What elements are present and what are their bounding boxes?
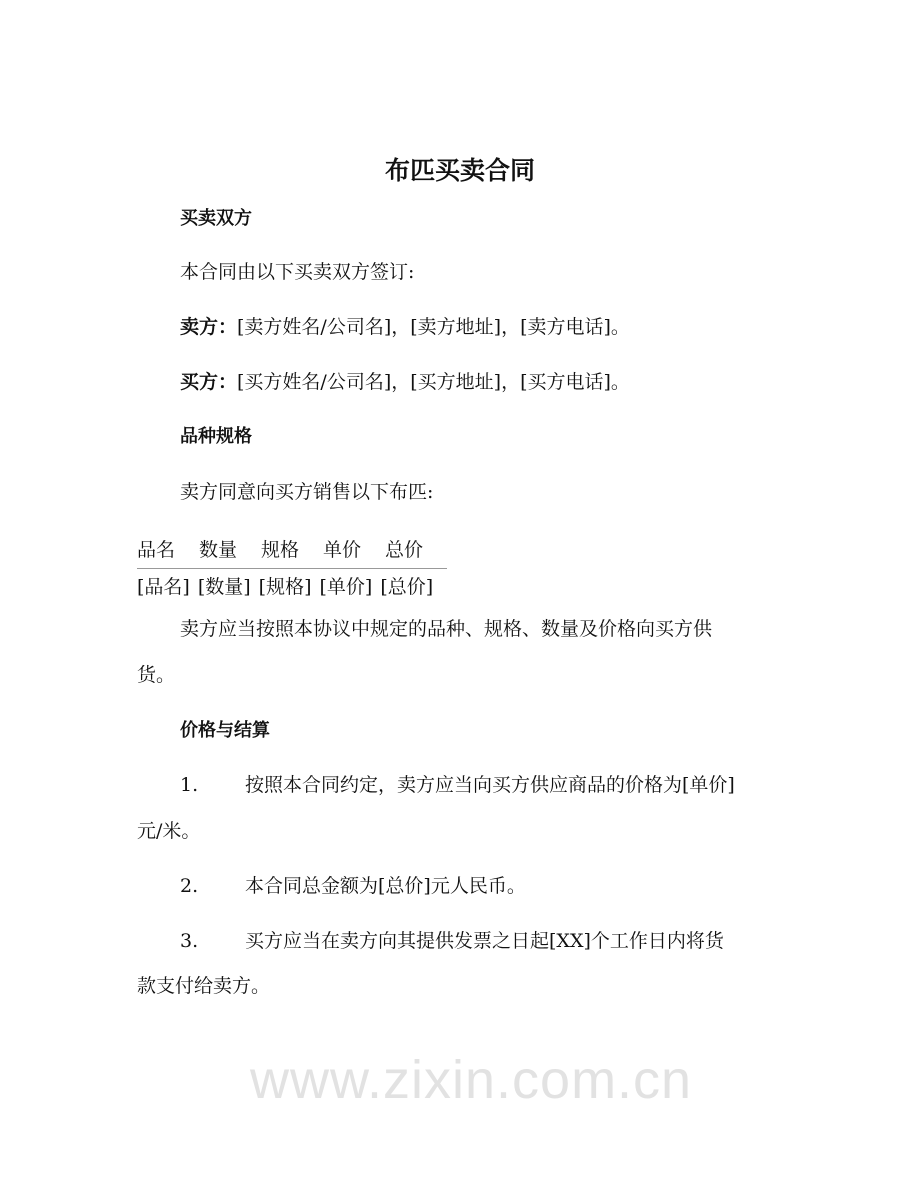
price-item-1-text: 按照本合同约定，卖方应当向买方供应商品的价格为[单价] — [245, 774, 735, 796]
buyer-label: 买方： — [180, 371, 238, 393]
table-cell: [总价] — [380, 576, 434, 598]
section-heading-parties: 买卖双方 — [180, 208, 252, 229]
specs-note-line1: 卖方应当按照本协议中规定的品种、规格、数量及价格向买方供 — [180, 618, 713, 640]
price-item-3-number: 3. — [180, 930, 199, 952]
seller-text: [卖方姓名/公司名]，[卖方地址]，[卖方电话]。 — [237, 316, 630, 338]
seller-label: 卖方： — [180, 316, 238, 338]
table-cell: [品名] — [137, 576, 190, 598]
document-title: 布匹买卖合同 — [384, 156, 535, 185]
price-item-1-text-cont: 元/米。 — [137, 820, 201, 842]
price-item-2-number: 2. — [180, 875, 199, 897]
section-heading-specs: 品种规格 — [180, 426, 252, 447]
table-header-cell: 规格 — [261, 539, 300, 561]
buyer-line — [180, 370, 630, 394]
parties-intro: 本合同由以下买卖双方签订: — [180, 261, 415, 283]
table-header-cell: 数量 — [199, 539, 238, 561]
price-item-1-number: 1. — [180, 774, 199, 796]
specs-intro: 卖方同意向买方销售以下布匹: — [180, 481, 434, 503]
table-cell: [数量] — [197, 576, 251, 598]
price-item-2-text: 本合同总金额为[总价]元人民币。 — [245, 875, 526, 897]
buyer-text: [买方姓名/公司名]，[买方地址]，[买方电话]。 — [237, 371, 630, 393]
table-header-cell: 单价 — [323, 539, 362, 561]
watermark: www.zixin.com.cn — [250, 1050, 693, 1110]
section-heading-price: 价格与结算 — [180, 720, 270, 741]
table-cell: [规格] — [258, 576, 312, 598]
seller-line — [180, 315, 630, 339]
table-header — [137, 538, 447, 569]
table-header-cell: 品名 — [137, 539, 176, 561]
table-header-cell: 总价 — [385, 539, 424, 561]
price-item-3-text: 买方应当在卖方向其提供发票之日起[XX]个工作日内将货 — [245, 930, 724, 952]
table-row — [137, 575, 441, 599]
price-item-3-text-cont: 款支付给卖方。 — [137, 975, 271, 997]
specs-note-line2: 货。 — [137, 664, 176, 686]
table-cell: [单价] — [319, 576, 373, 598]
